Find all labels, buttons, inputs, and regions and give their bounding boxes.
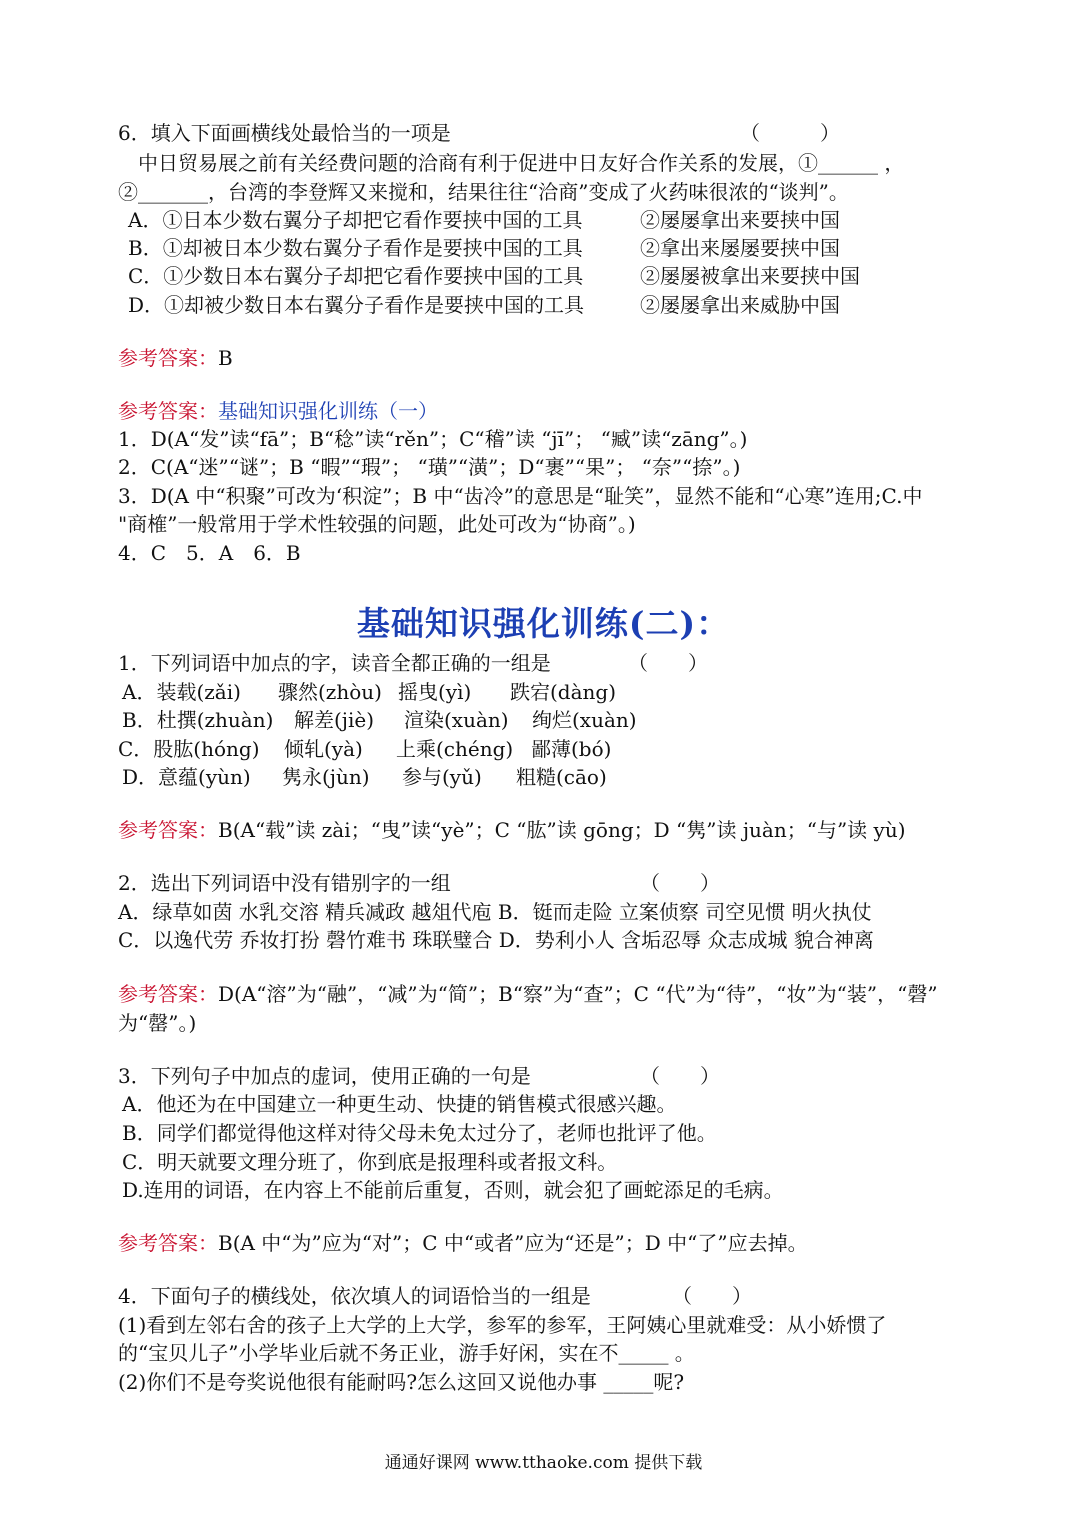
q6-stem: 6．填入下面画横线处最恰当的一项是 bbox=[118, 121, 451, 145]
s2q4-answer-paren: （ ） bbox=[672, 1284, 752, 1308]
s2q3-answer-paren: （ ） bbox=[640, 1064, 720, 1088]
s2q1-option-a: A．装载(zǎi) 骤然(zhòu) 摇曳(yì) 跌宕(dàng) bbox=[122, 680, 617, 704]
key1-line-5: 4．C 5．A 6．B bbox=[118, 541, 301, 565]
s2q4-line-3: (2)你们不是夸奖说他很有能耐吗?怎么这回又说他办事 _____呢? bbox=[118, 1370, 685, 1394]
q6-answer-paren: （ ） bbox=[740, 121, 840, 145]
section-title: 基础知识强化训练(二)： bbox=[356, 604, 731, 643]
q6-option-b: B．①却被日本少数右翼分子看作是要挟中国的工具 bbox=[128, 236, 583, 260]
key1-line-4: "商榷”一般常用于学术性较强的问题，此处可改为“协商”。) bbox=[118, 512, 636, 536]
s2q2-answer-line-2: 为“罄”。) bbox=[118, 1011, 197, 1035]
s2q2-answer-paren: （ ） bbox=[640, 871, 720, 895]
s2q4-stem: 4．下面句子的横线处，依次填人的词语恰当的一组是 bbox=[118, 1284, 591, 1308]
key1-heading: 参考答案：基础知识强化训练（一） bbox=[118, 399, 438, 423]
s2q3-stem: 3．下列句子中加点的虚词，使用正确的一句是 bbox=[118, 1064, 531, 1088]
q6-option-c: C．①少数日本右翼分子却把它看作要挟中国的工具 bbox=[128, 264, 584, 288]
key1-line-3: 3．D(A 中“积聚”可改为‘积淀”；B 中“齿冷”的意思是“耻笑”，显然不能和“心寒”连用;C.中 bbox=[118, 484, 923, 508]
s2q1-answer: 参考答案：B(A“载”读 zài；“曳”读“yè”；C “肱”读 gōng；D “隽”读 juàn；“与”读 yù) bbox=[118, 818, 906, 842]
key1-line-2: 2．C(A“迷”“谜”；B “暇”“瑕”； “璜”“潢”；D“裹”“果”； “奈”“捺”。) bbox=[118, 455, 741, 479]
s2q3-answer: 参考答案：B(A 中“为”应为“对”；C 中“或者”应为“还是”；D 中“了”应去掉。 bbox=[118, 1231, 808, 1255]
s2q3-option-a: A．他还为在中国建立一种更生动、快捷的销售模式很感兴趣。 bbox=[122, 1092, 677, 1116]
s2q3-option-d: D.连用的词语，在内容上不能前后重复，否则，就会犯了画蛇添足的毛病。 bbox=[122, 1178, 784, 1202]
s2q2-stem: 2．选出下列词语中没有错别字的一组 bbox=[118, 871, 451, 895]
q6-passage-line-1: 中日贸易展之前有关经费问题的洽商有利于促进中日友好合作关系的发展，①______ ， bbox=[118, 151, 905, 175]
s2q2-options-line-2: C．以逸代劳 乔妆打扮 磬竹难书 珠联璧合 D．势利小人 含垢忍辱 众志成城 貌合神离 bbox=[118, 928, 874, 952]
s2q4-line-1: (1)看到左邻右舍的孩子上大学的上大学，参军的参军，王阿姨心里就难受：从小娇惯了 bbox=[118, 1313, 887, 1337]
q6-option-b-part2: ②拿出来屡屡要挟中国 bbox=[640, 236, 840, 260]
s2q2-options-line-1: A．绿草如茵 水乳交溶 精兵减政 越俎代庖 B．铤而走险 立案侦察 司空见惯 明火执仗 bbox=[118, 900, 872, 924]
q6-option-a: A．①日本少数右翼分子却把它看作要挟中国的工具 bbox=[128, 208, 583, 232]
q6-option-d: D．①却被少数日本右翼分子看作是要挟中国的工具 bbox=[128, 293, 585, 317]
q6-option-d-part2: ②屡屡拿出来威胁中国 bbox=[640, 293, 840, 317]
s2q1-stem: 1．下列词语中加点的字，读音全都正确的一组是 bbox=[118, 651, 551, 675]
s2q3-option-c: C．明天就要文理分班了，你到底是报理科或者报文科。 bbox=[122, 1150, 618, 1174]
q6-option-c-part2: ②屡屡被拿出来要挟中国 bbox=[640, 264, 860, 288]
s2q3-option-b: B．同学们都觉得他这样对待父母未免太过分了，老师也批评了他。 bbox=[122, 1121, 717, 1145]
s2q1-answer-paren: （ ） bbox=[628, 651, 708, 675]
s2q1-option-c: C．股肱(hóng) 倾轧(yà) 上乘(chéng) 鄙薄(bó) bbox=[118, 737, 612, 761]
q6-option-a-part2: ②屡屡拿出来要挟中国 bbox=[640, 208, 840, 232]
page-footer: 通通好课网 www.tthaoke.com 提供下载 bbox=[384, 1453, 703, 1473]
key1-line-1: 1．D(A“发”读“fā”；B“稔”读“rěn”；C“稽”读 “jī”； “臧”读“zāng”。) bbox=[118, 427, 748, 451]
s2q2-answer-line-1: 参考答案：D(A“溶”为“融”，“减”为“简”；B“察”为“查”；C “代”为“待”，“妆”为“装”，“磬” bbox=[118, 982, 938, 1006]
q6-answer: 参考答案：B bbox=[118, 346, 233, 370]
q6-passage-line-2: ②_______，台湾的李登辉又来搅和，结果往往“洽商”变成了火药味很浓的“谈判”。 bbox=[118, 180, 849, 204]
s2q4-line-2: 的“宝贝儿子”小学毕业后就不务正业，游手好闲，实在不_____ 。 bbox=[118, 1341, 695, 1365]
s2q1-option-b: B．杜撰(zhuàn) 解差(jiè) 渲染(xuàn) 绚烂(xuàn) bbox=[122, 708, 637, 732]
s2q1-option-d: D．意蕴(yùn) 隽永(jùn) 参与(yǔ) 粗糙(cāo) bbox=[122, 765, 607, 789]
